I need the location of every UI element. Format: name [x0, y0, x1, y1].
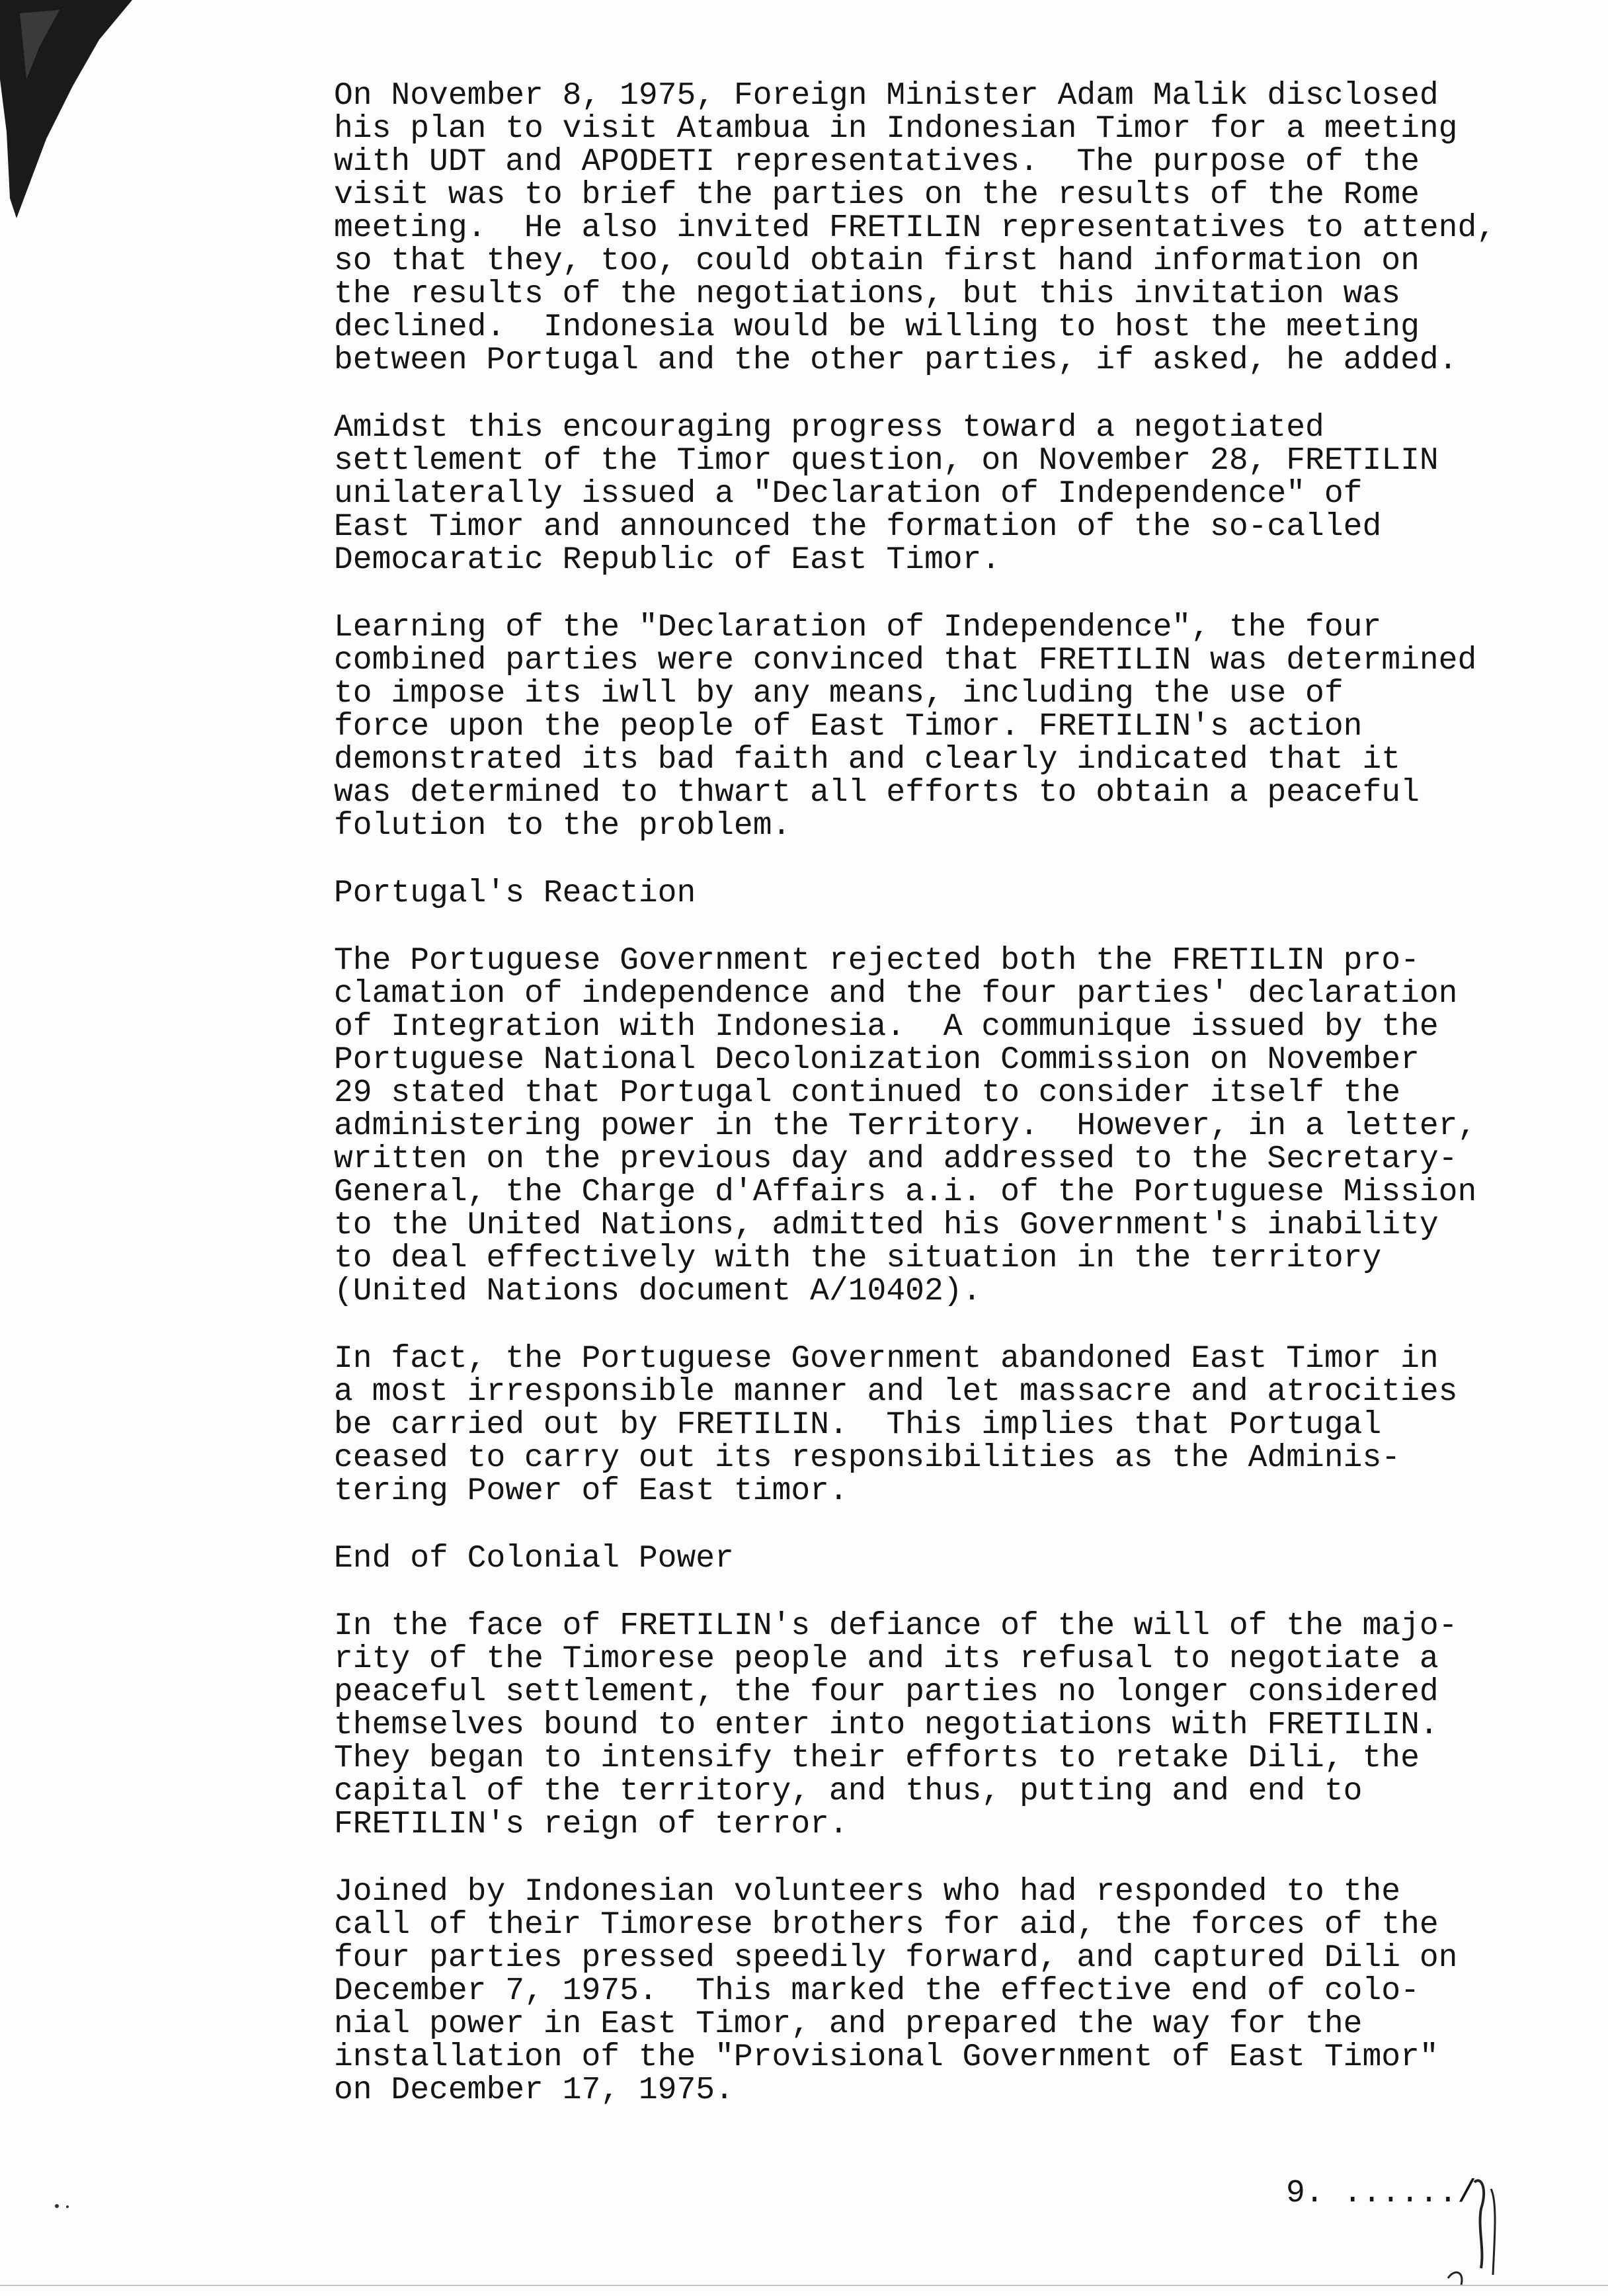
- text-line: Joined by Indonesian volunteers who had responded to the: [334, 1874, 1401, 1910]
- text-line: tering Power of East timor.: [334, 1473, 848, 1509]
- text-line: installation of the "Provisional Government of East Timor": [334, 2039, 1439, 2075]
- text-line: Portuguese National Decolonization Commission on November: [334, 1042, 1420, 1078]
- heading-portugals-reaction: Portugal's Reaction: [334, 876, 696, 911]
- heading-end-of-colonial-power: End of Colonial Power: [334, 1541, 734, 1577]
- text-line: The Portuguese Government rejected both the FRETILIN pro-: [334, 943, 1420, 979]
- text-line: visit was to brief the parties on the results of the Rome: [334, 177, 1420, 213]
- text-line: so that they, too, could obtain first hand information on: [334, 243, 1420, 279]
- page-continuation-ref: 9. ....../: [1286, 2176, 1477, 2211]
- text-line: On November 8, 1975, Foreign Minister Adam Malik disclosed: [334, 78, 1439, 114]
- text-line: demonstrated its bad faith and clearly indicated that it: [334, 742, 1401, 778]
- text-line: of Integration with Indonesia. A communique issued by the: [334, 1009, 1439, 1045]
- text-line: be carried out by FRETILIN. This implies that Portugal: [334, 1407, 1382, 1443]
- text-line: on December 17, 1975.: [334, 2072, 734, 2108]
- scan-bottom-edge: [0, 2285, 1608, 2286]
- text-line: to impose its iwll by any means, including the use of: [334, 676, 1344, 712]
- text-line: clamation of independence and the four parties' declaration: [334, 976, 1458, 1012]
- text-line: between Portugal and the other parties, if asked, he added.: [334, 343, 1458, 378]
- paragraph: [334, 1875, 1570, 2107]
- text-line: to deal effectively with the situation in the territory: [334, 1241, 1382, 1276]
- text-line: unilaterally issued a "Declaration of Independence" of: [334, 476, 1363, 512]
- paragraph: [334, 944, 1570, 1308]
- text-line: with UDT and APODETI representatives. The purpose of the: [334, 144, 1420, 180]
- text-line: 29 stated that Portugal continued to consider itself the: [334, 1075, 1401, 1111]
- document-body: [334, 79, 1570, 2141]
- section-intro: [334, 79, 1570, 842]
- paragraph: [334, 79, 1570, 377]
- text-line: themselves bound to enter into negotiations with FRETILIN.: [334, 1707, 1439, 1743]
- text-line: declined. Indonesia would be willing to host the meeting: [334, 309, 1420, 345]
- text-line: call of their Timorese brothers for aid, the forces of the: [334, 1907, 1439, 1943]
- text-line: meeting. He also invited FRETILIN representatives to attend,: [334, 210, 1496, 246]
- paragraph: [334, 1342, 1570, 1508]
- text-line: East Timor and announced the formation of the so-called: [334, 509, 1382, 545]
- paragraph: [334, 611, 1570, 842]
- text-line: combined parties were convinced that FRETILIN was determined: [334, 643, 1477, 678]
- text-line: four parties pressed speedily forward, and captured Dili on: [334, 1940, 1458, 1976]
- text-line: Democaratic Republic of East Timor.: [334, 542, 1001, 578]
- text-line: force upon the people of East Timor. FRETILIN's action: [334, 709, 1363, 745]
- text-line: ceased to carry out its responsibilities as the Adminis-: [334, 1440, 1401, 1476]
- text-line: a most irresponsible manner and let massacre and atrocities: [334, 1374, 1458, 1410]
- text-line: his plan to visit Atambua in Indonesian Timor for a meeting: [334, 111, 1458, 147]
- scan-corner-shadow: [0, 0, 145, 225]
- text-line: In fact, the Portuguese Government abandoned East Timor in: [334, 1341, 1439, 1377]
- text-line: rity of the Timorese people and its refusal to negotiate a: [334, 1641, 1439, 1677]
- handwritten-page-number-mark: [1435, 2162, 1534, 2295]
- text-line: peaceful settlement, the four parties no longer considered: [334, 1674, 1439, 1710]
- text-line: General, the Charge d'Affairs a.i. of the Portuguese Mission: [334, 1174, 1477, 1210]
- paragraph: [334, 1610, 1570, 1841]
- text-line: written on the previous day and addressed to the Secretary-: [334, 1141, 1458, 1177]
- text-line: administering power in the Territory. However, in a letter,: [334, 1108, 1477, 1144]
- text-line: to the United Nations, admitted his Government's inability: [334, 1208, 1439, 1243]
- text-line: (United Nations document A/10402).: [334, 1274, 982, 1309]
- text-line: capital of the territory, and thus, putting and end to: [334, 1774, 1363, 1809]
- section-portugals-reaction: [334, 944, 1570, 1508]
- section-end-of-colonial-power: [334, 1610, 1570, 2107]
- text-line: folution to the problem.: [334, 808, 791, 844]
- text-line: nial power in East Timor, and prepared the way for the: [334, 2006, 1363, 2042]
- text-line: They began to intensify their efforts to retake Dili, the: [334, 1741, 1420, 1776]
- text-line: the results of the negotiations, but this invitation was: [334, 276, 1401, 312]
- paragraph: [334, 411, 1570, 577]
- text-line: Learning of the "Declaration of Independence", the four: [334, 610, 1382, 645]
- scan-speck: [53, 2202, 73, 2210]
- text-line: December 7, 1975. This marked the effective end of colo-: [334, 1973, 1420, 2009]
- text-line: In the face of FRETILIN's defiance of the will of the majo-: [334, 1608, 1458, 1644]
- text-line: settlement of the Timor question, on November 28, FRETILIN: [334, 443, 1439, 479]
- text-line: Amidst this encouraging progress toward a negotiated: [334, 410, 1324, 446]
- text-line: was determined to thwart all efforts to obtain a peaceful: [334, 775, 1420, 811]
- text-line: FRETILIN's reign of terror.: [334, 1807, 848, 1842]
